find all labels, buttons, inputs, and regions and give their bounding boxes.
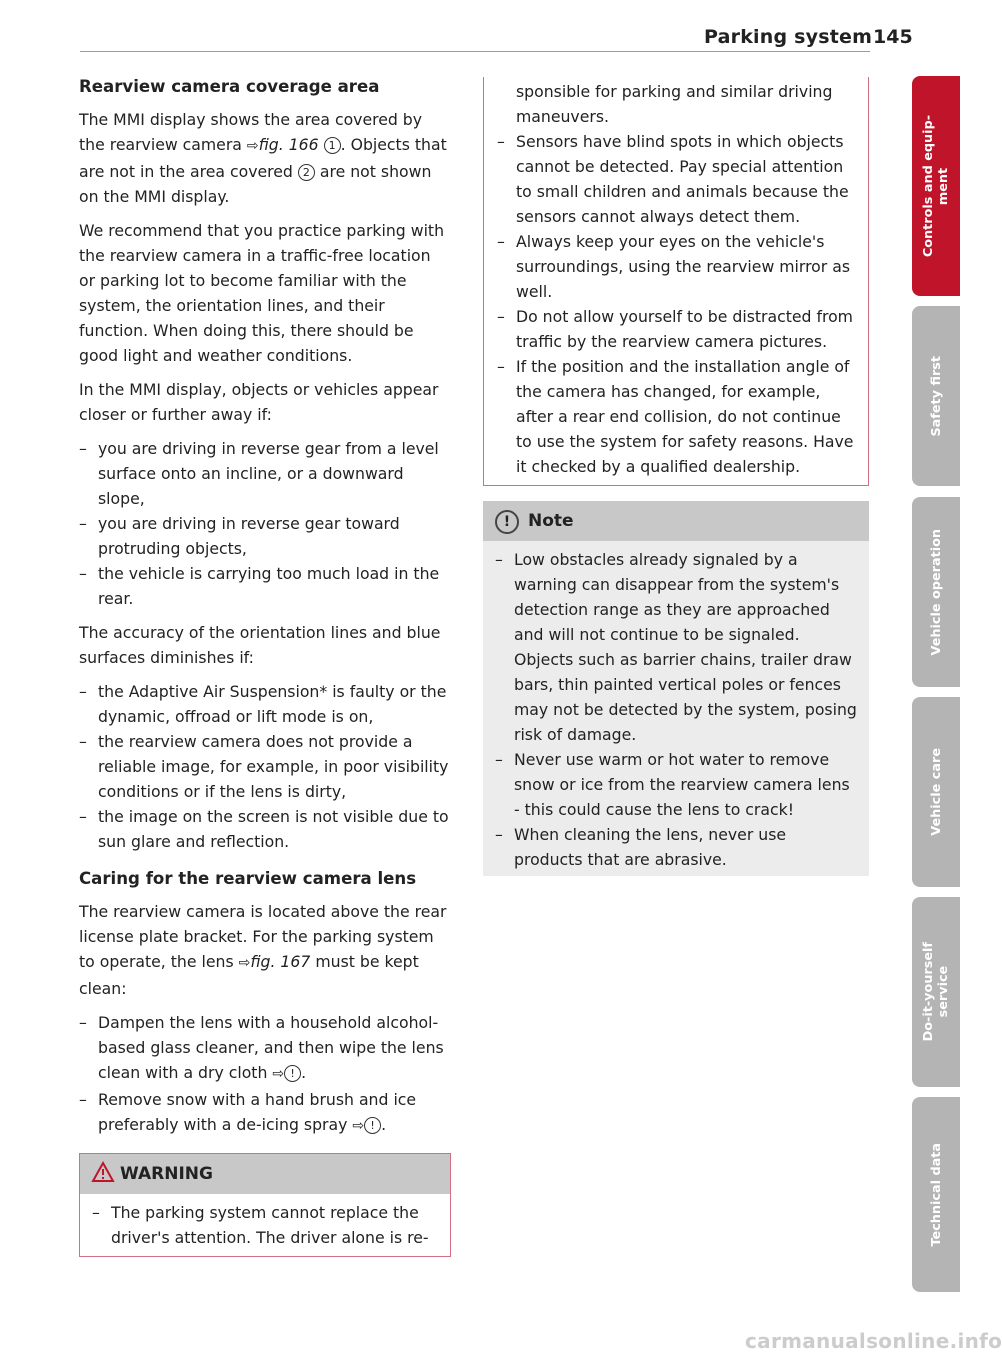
warning-header: WARNING [80, 1154, 450, 1194]
list-closer-conditions [79, 436, 451, 611]
warning-box [79, 1153, 451, 1257]
paragraph-lens-location: The rearview camera is located above the rear license plate bracket. For the parking system to operate, the lens ⇨fig. 167 must be kept clean: [79, 902, 447, 998]
list-item: – Never use warm or hot water to remove snow or ice from the rearview camera lens - this could cause the lens to crack! [495, 747, 857, 822]
paragraph-closer: In the MMI display, objects or vehicles appear closer or further away if: [79, 380, 439, 424]
figure-link[interactable]: fig. 167 [250, 952, 311, 971]
list-lens-care [79, 1010, 451, 1139]
warning-body [80, 1194, 450, 1256]
heading-caring-lens: Caring for the rearview camera lens [79, 869, 417, 888]
warning-continuation [483, 77, 869, 486]
page-number: 145 [873, 26, 913, 48]
paragraph-practice: We recommend that you practice parking with the rearview camera in a traffic-free location or parking lot to become familiar with the system, the orientation lines, and their function. When doing this, there should be good light and weather conditions. [79, 221, 445, 365]
note-body [483, 541, 869, 876]
list-item: – Do not allow yourself to be distracted from traffic by the rearview camera pictures. [497, 304, 856, 354]
note-list [495, 547, 857, 872]
warning-list [497, 129, 856, 479]
paragraph-coverage: The MMI display shows the area covered by the rearview camera ⇨fig. 166 1 . Objects that are not in the area covered 2 are not shown on the MMI display. [79, 110, 447, 206]
tab-vehicle-operation[interactable]: Vehicle operation [912, 497, 960, 687]
list-item: – The parking system cannot replace the driver's attention. The driver alone is re- [92, 1200, 438, 1250]
figure-link[interactable]: fig. 166 [258, 135, 319, 154]
ref-arrow-icon: ⇨ [246, 138, 259, 154]
list-item: – Low obstacles already signaled by a warning can disappear from the system's detection range as they are approached and will not continue to be signaled. Objects such as barrier chains, trailer draw bars, thin painted vertical poles or fences may not be detected by the system, posing risk of damage. [495, 547, 857, 747]
ref-arrow-icon: ⇨ [272, 1066, 285, 1082]
paragraph-accuracy: The accuracy of the orientation lines and blue surfaces diminishes if: [79, 623, 441, 667]
list-item: – you are driving in reverse gear from a level surface onto an incline, or a downward slope, [79, 436, 451, 511]
note-info-icon: ! [495, 510, 519, 534]
list-item: – Sensors have blind spots in which objects cannot be detected. Pay special attention to small children and animals because the sensors cannot always detect them. [497, 129, 856, 229]
caution-ref-icon[interactable]: ! [364, 1117, 381, 1134]
list-item: – Always keep your eyes on the vehicle's surroundings, using the rearview mirror as well. [497, 229, 856, 304]
list-item: – If the position and the installation angle of the camera has changed, for example, after a rear end collision, do not continue to use the system for safety reasons. Have it checked by a qualified dealership. [497, 354, 856, 479]
ref-arrow-icon: ⇨ [238, 955, 251, 971]
tab-technical-data[interactable]: Technical data [912, 1097, 960, 1292]
list-item: – the rearview camera does not provide a reliable image, for example, in poor visibility conditions or if the lens is dirty, [79, 729, 451, 804]
tab-controls-and-equipment[interactable]: Controls and equip- ment [912, 76, 960, 296]
callout-2-icon: 2 [298, 164, 315, 181]
warning-list [92, 1200, 438, 1250]
list-item: – When cleaning the lens, never use products that are abrasive. [495, 822, 857, 872]
tab-vehicle-care[interactable]: Vehicle care [912, 697, 960, 887]
right-column [497, 77, 869, 876]
header-rule [80, 51, 870, 52]
list-item: – the image on the screen is not visible due to sun glare and reflection. [79, 804, 451, 854]
note-header: ! Note [483, 501, 869, 541]
warning-continued-text: sponsible for parking and similar driving maneuvers. [516, 82, 833, 126]
list-item: – Dampen the lens with a household alcohol-based glass cleaner, and then wipe the lens clean with a dry cloth ⇨ ! . [79, 1010, 451, 1087]
heading-coverage-area: Rearview camera coverage area [79, 77, 380, 96]
list-item: – Remove snow with a hand brush and ice preferably with a de-icing spray ⇨ ! . [79, 1087, 451, 1139]
ref-arrow-icon: ⇨ [352, 1118, 365, 1134]
watermark: carmanualsonline.info [745, 1329, 1002, 1353]
list-accuracy-conditions [79, 679, 451, 854]
warning-triangle-icon [92, 1162, 114, 1182]
left-column [79, 74, 451, 1257]
list-item: – the Adaptive Air Suspension* is faulty or the dynamic, offroad or lift mode is on, [79, 679, 451, 729]
page-header-title: Parking system [704, 26, 873, 48]
caution-ref-icon[interactable]: ! [284, 1065, 301, 1082]
note-box [483, 501, 869, 876]
tab-do-it-yourself-service[interactable]: Do-it-yourself service [912, 897, 960, 1087]
list-item: – the vehicle is carrying too much load in the rear. [79, 561, 451, 611]
tab-safety-first[interactable]: Safety first [912, 306, 960, 486]
callout-1-icon: 1 [324, 137, 341, 154]
list-item: – you are driving in reverse gear toward protruding objects, [79, 511, 451, 561]
